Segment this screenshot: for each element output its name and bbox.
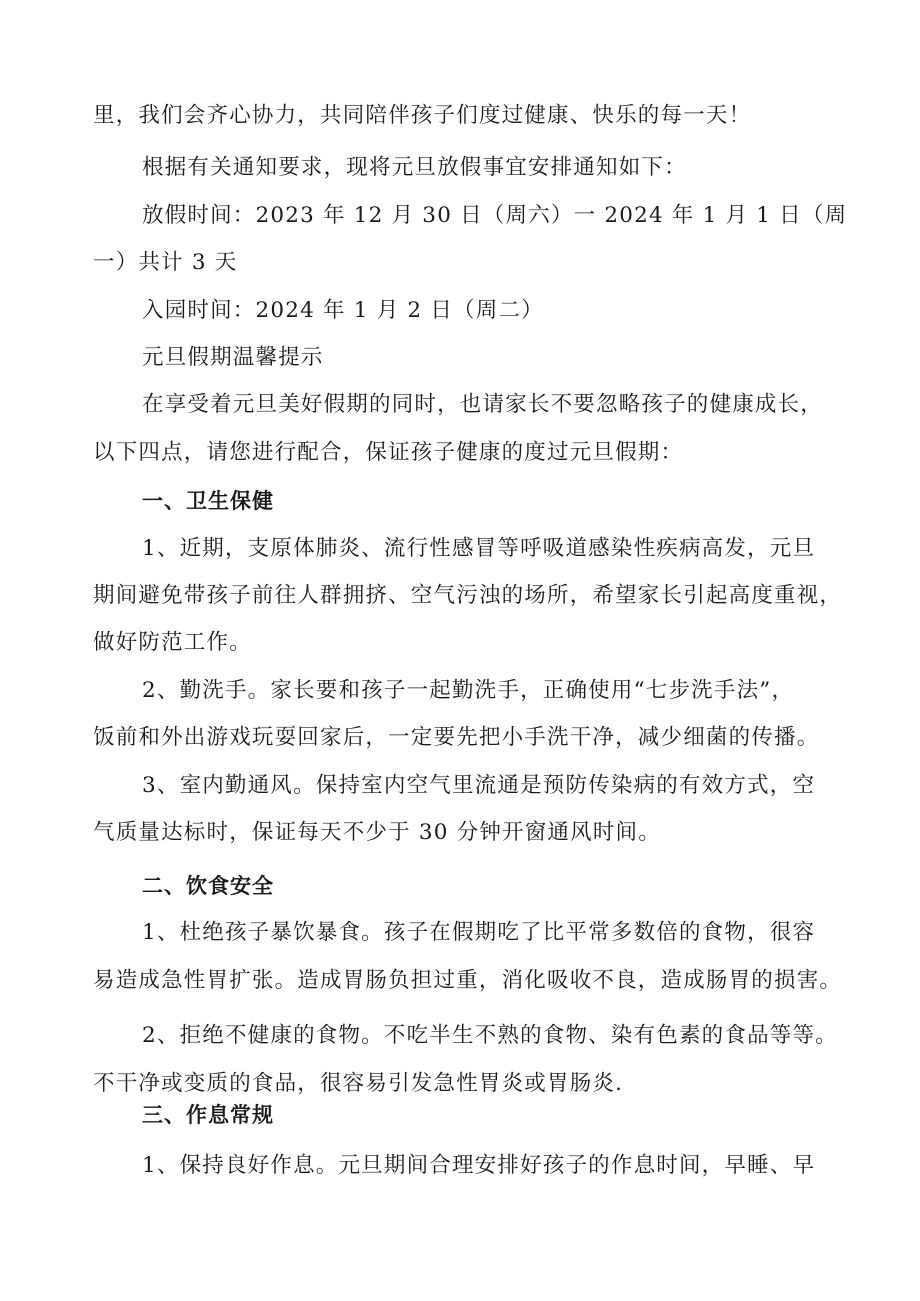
paragraph-line-hygiene-2a: 2、勤洗手。家长要和孩子一起勤洗手，正确使用“七步洗手法”， xyxy=(142,678,795,703)
paragraph-line-tips-intro-1: 在享受着元旦美好假期的同时，也请家长不要忽略孩子的健康成长， xyxy=(142,392,824,417)
section-heading-diet: 二、饮食安全 xyxy=(142,874,274,898)
paragraph-line-diet-1b: 易造成急性胃扩张。造成胃肠负担过重，消化吸收不良，造成肠胃的损害。 xyxy=(93,968,843,993)
paragraph-line-continuation: 里，我们会齐心协力，共同陪伴孩子们度过健康、快乐的每一天！ xyxy=(93,103,752,128)
paragraph-line-hygiene-3b: 气质量达标时，保证每天不少于 30 分钟开窗通风时间。 xyxy=(93,820,661,845)
section-heading-hygiene: 一、卫生保健 xyxy=(142,489,274,513)
paragraph-line-diet-2b: 不干净或变质的食品，很容易引发急性胃炎或胃肠炎. xyxy=(93,1071,624,1096)
paragraph-line-hygiene-2b: 饭前和外出游戏玩耍回家后，一定要先把小手洗干净，减少细菌的传播。 xyxy=(93,725,820,750)
paragraph-line-tips-intro-2: 以下四点，请您进行配合，保证孩子健康的度过元旦假期： xyxy=(93,440,684,465)
paragraph-line-hygiene-1b: 期间避免带孩子前往人群拥挤、空气污浊的场所，希望家长引起高度重视， xyxy=(93,583,843,608)
paragraph-line-hygiene-1a: 1、近期，支原体肺炎、流行性感冒等呼吸道感染性疾病高发，元旦 xyxy=(142,536,816,561)
paragraph-line-tips-title: 元旦假期温馨提示 xyxy=(142,345,324,370)
paragraph-line-holiday-time: 放假时间：2023 年 12 月 30 日（周六）一 2024 年 1 月 1 日（周 xyxy=(142,203,848,228)
paragraph-line-intro: 根据有关通知要求，现将元旦放假事宜安排通知如下： xyxy=(142,155,687,180)
paragraph-line-diet-1a: 1、杜绝孩子暴饮暴食。孩子在假期吃了比平常多数倍的食物，很容 xyxy=(142,920,816,945)
section-heading-routine: 三、作息常规 xyxy=(142,1103,274,1127)
paragraph-line-hygiene-1c: 做好防范工作。 xyxy=(93,630,252,655)
paragraph-line-diet-2a: 2、拒绝不健康的食物。不吃半生不熟的食物、染有色素的食品等等。 xyxy=(142,1023,838,1048)
paragraph-line-return-time: 入园时间：2024 年 1 月 2 日（周二） xyxy=(142,298,544,323)
paragraph-line-hygiene-3a: 3、室内勤通风。保持室内空气里流通是预防传染病的有效方式，空 xyxy=(142,773,816,798)
paragraph-line-holiday-total: 一）共计 3 天 xyxy=(93,250,238,275)
paragraph-line-routine-1a: 1、保持良好作息。元旦期间合理安排好孩子的作息时间，早睡、早 xyxy=(142,1153,816,1178)
